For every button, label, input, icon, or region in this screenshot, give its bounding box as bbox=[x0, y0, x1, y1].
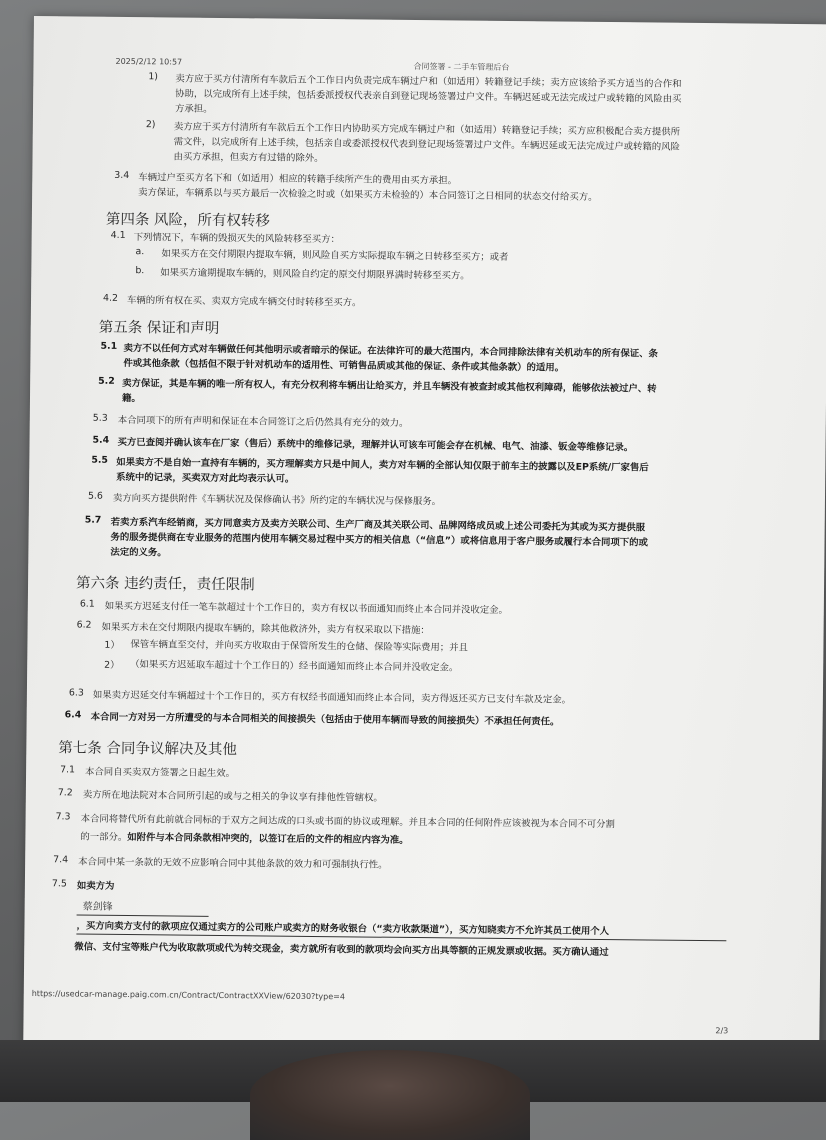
clause-text-bold: 如附件与本合同条款相冲突的，以签订在后的文件的相应内容为准。 bbox=[127, 832, 409, 846]
thumb bbox=[250, 1050, 530, 1140]
clause-line: 系统中的记录，买卖双方对此均表示认可。 bbox=[116, 471, 295, 485]
clause-line: 卖方不以任何方式对车辆做任何其他明示或者暗示的保证。在法律许可的最大范围内，本合同排除法律有关机动车的所有保证、条 bbox=[123, 342, 658, 360]
clause-line: 协助，以完成所有上述手续，包括委派授权代表亲自到登记现场签署过户文件。车辆迟延或无法完成过户或转籍的风险由买 bbox=[175, 88, 682, 105]
clause-line: 如果买方未在交付期限内提取车辆的，除其他救济外，卖方有权采取以下措施： bbox=[101, 621, 430, 637]
clause-number: 6.4 bbox=[64, 709, 82, 721]
clause-line: 卖方保证，车辆系以与买方最后一次检验之时或（如果买方未检验的）本合同签订之日相同的状态交付给买方。 bbox=[138, 187, 598, 203]
section-4-title: 第四条 风险，所有权转移 bbox=[105, 211, 271, 230]
clause-line: 如果卖方迟延交付车辆超过十个工作日的，买方有权经书面通知而终止本合同，卖方得返还买方已支付车款及定金。 bbox=[92, 689, 572, 706]
clause-line: 卖方向买方提供附件《车辆状况及保修确认书》所约定的车辆状况与保修服务。 bbox=[112, 492, 442, 508]
clause-line: 方承担。 bbox=[174, 103, 213, 115]
clause-number: 6.2 bbox=[76, 619, 92, 631]
clause-line: 本合同将替代所有此前就合同标的于双方之间达成的口头或书面的协议或理解。并且本合同的任何附件应该被视为本合同不可分割 bbox=[80, 813, 616, 831]
clause-line: 法定的义务。 bbox=[110, 546, 167, 559]
clause-number: 7.5 bbox=[51, 878, 67, 890]
clause-line: 车辆过户至买方名下和（如适用）相应的转籍手续所产生的费用由买方承担。 bbox=[138, 172, 458, 187]
seller-name: 蔡剑锋 bbox=[82, 901, 113, 913]
clause-line: 务的服务提供商在专业服务的范围内使用车辆交易过程中买方的相关信息（“信息”）或将信息用于客户服务或履行本合同项下的或 bbox=[110, 531, 648, 549]
clause-line bbox=[80, 830, 408, 848]
clause-number: 5.6 bbox=[87, 490, 103, 502]
clause-number: 5.5 bbox=[91, 454, 109, 466]
clause-line: 本合同项下的所有声明和保证在本合同签订之后仍然具有充分的效力。 bbox=[117, 414, 409, 429]
clause-line: 若卖方系汽车经销商，买方同意卖方及卖方关联公司、生产厂商及其关联公司、品牌网络成员或上述公司委托为其或为买方提供服 bbox=[110, 516, 646, 534]
clause-number: 5.1 bbox=[100, 340, 118, 352]
section-7-title: 第七条 合同争议解决及其他 bbox=[58, 740, 238, 759]
clause-line: 件或其他条款（包括但不限于针对机动车的适用性、可销售品质或其他的保证、条件或其他条款）的适用。 bbox=[123, 357, 565, 374]
clause-number: 5.7 bbox=[84, 514, 102, 526]
clause-line: 如果卖方不是自始一直持有车辆的，买方理解卖方只是中间人，卖方对车辆的全部认知仅限于前车主的披露以及EP系统/厂家售后 bbox=[116, 456, 649, 474]
section-6-title: 第六条 违约责任，责任限制 bbox=[75, 575, 255, 594]
clause-line: 卖方所在地法院对本合同所引起的或与之相关的争议享有排他性管辖权。 bbox=[82, 789, 383, 804]
clause-text-plain: 的一部分。 bbox=[80, 831, 128, 844]
clause-number: 4.2 bbox=[102, 292, 119, 304]
clause-line: 本合同自买卖双方签署之日起生效。 bbox=[85, 766, 236, 780]
clause-line: 本合同一方对另一方所遭受的与本合同相关的间接损失（包括由于使用车辆而导致的间接损失）不承担任何责任。 bbox=[90, 711, 560, 728]
clause-line: 如果买方迟延支付任一笔车款超过十个工作日的，卖方有权以书面通知而终止本合同并没收定金。 bbox=[104, 600, 508, 616]
clause-line: 如卖方为 bbox=[76, 880, 115, 892]
item-number: 1) bbox=[148, 71, 159, 83]
clause-line: 卖方应于买方付清所有车款后五个工作日内负责完成车辆过户和（如适用）转籍登记手续；卖方应该给予买方适当的合作和 bbox=[175, 73, 682, 90]
item-number: a. bbox=[135, 246, 145, 258]
clause-line: ，买方向卖方支付的款项应仅通过卖方的公司账户或卖方的财务收银台（“卖方收款渠道”），买方知晓卖方不允许其员工使用个人 bbox=[76, 920, 610, 938]
contract-page bbox=[23, 16, 826, 1054]
clause-line: 本合同中某一条款的无效不应影响合同中其他条款的效力和可强制执行性。 bbox=[78, 856, 388, 871]
item-number: b. bbox=[135, 265, 145, 277]
clause-line: （如果买方迟延取车超过十个工作日的）经书面通知而终止本合同并没收定金。 bbox=[130, 659, 459, 674]
clause-number: 6.3 bbox=[68, 687, 84, 699]
item-number: 2) bbox=[145, 119, 156, 131]
clause-line: 如果买方在交付期限内提取车辆，则风险自买方实际提取车辆之日转移至买方；或者 bbox=[161, 248, 509, 263]
clause-line: 卖方保证，其是车辆的唯一所有权人，有充分权利将车辆出让给买方，并且车辆没有被查封或其他权利障碍，能够依法被过户、转 bbox=[122, 377, 657, 395]
signature-underline bbox=[77, 914, 209, 916]
clause-number: 5.3 bbox=[92, 412, 108, 424]
clause-line: 车辆的所有权在买、卖双方完成车辆交付时转移至买方。 bbox=[126, 294, 362, 309]
clause-line: 籍。 bbox=[121, 392, 141, 405]
clause-number: 7.3 bbox=[55, 811, 71, 823]
clause-number: 7.4 bbox=[53, 854, 69, 866]
clause-number: 7.2 bbox=[57, 787, 73, 799]
item-number: 1） bbox=[104, 639, 120, 651]
clause-line: 微信、支付宝等账户代为收取款项或代为转交现金，卖方就所有收到的款项均会向买方出具等额的正规发票或收据。买方确认通过 bbox=[74, 941, 609, 959]
clause-number: 3.4 bbox=[114, 169, 130, 182]
clause-number: 4.1 bbox=[110, 229, 126, 241]
clause-number: 5.2 bbox=[98, 375, 115, 387]
section-5-title: 第五条 保证和声明 bbox=[98, 319, 220, 337]
clause-line: 保管车辆直至交付，并向买方收取由于保管所发生的仓储、保险等实际费用；并且 bbox=[130, 639, 468, 654]
clause-line: 下列情况下，车辆的毁损灭失的风险转移至买方： bbox=[133, 232, 340, 246]
item-number: 2） bbox=[104, 659, 120, 671]
footer-url: https://usedcar-manage.paig.com.cn/Contract/ContractXXView/62030?type=4 bbox=[31, 989, 346, 1002]
clause-number: 5.4 bbox=[92, 434, 110, 446]
clause-line: 需文件，以完成所有上述手续，包括亲自或委派授权代表到登记现场签署过户文件。车辆迟延或无法完成过户或转籍的风险 bbox=[173, 136, 680, 153]
clause-line: 由买方承担，但卖方有过错的除外。 bbox=[173, 151, 324, 165]
clause-line: 买方已查阅并确认该车在厂家（售后）系统中的维修记录，理解并认可该车可能会存在机械、电气、油漆、钣金等维修记录。 bbox=[117, 436, 634, 454]
clause-number: 6.1 bbox=[79, 598, 95, 610]
clause-line: 如果买方逾期提取车辆的，则风险自约定的原交付期限界满时转移至买方。 bbox=[160, 267, 470, 282]
print-date: 2025/2/12 10:57 bbox=[115, 56, 183, 67]
clause-number: 7.1 bbox=[60, 764, 76, 776]
print-title: 合同签署 - 二手车管理后台 bbox=[413, 61, 510, 72]
clause-line: 卖方应于买方付清所有车款后五个工作日内协助买方完成车辆过户和（如适用）转籍登记手续；买方应积极配合卖方提供所 bbox=[173, 121, 681, 138]
page-number: 2/3 bbox=[715, 1026, 729, 1036]
